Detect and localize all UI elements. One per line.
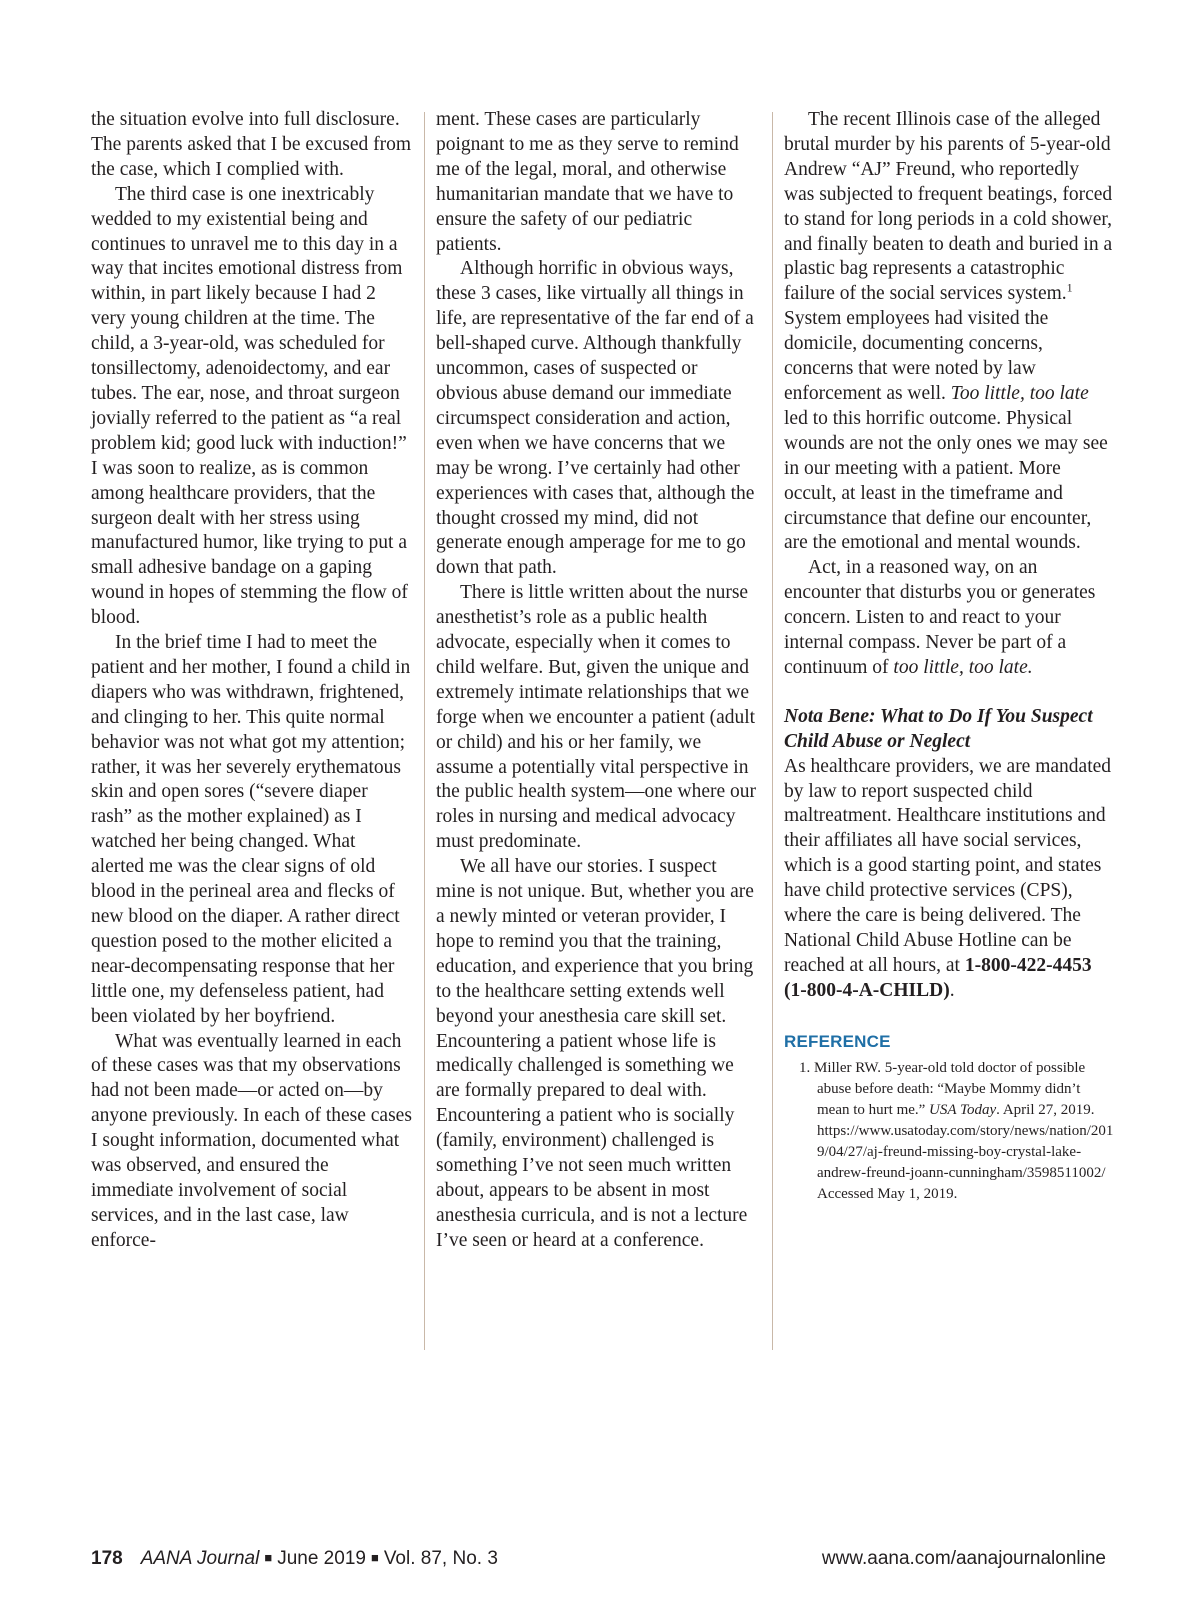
paragraph: What was eventually learned in each of these cases was that my observations had not been made—or acted on—by anyone previously. In each of these cases I sought information, documented what was observed, and ensured the immediate involvement of social services, and in the last case, law enforce-: [91, 1030, 412, 1251]
paragraph: ment. These cases are particularly poignant to me as they serve to remind me of the legal, moral, and otherwise humanitarian mandate that we have to ensure the safety of our pediatric patients.: [436, 109, 739, 255]
paragraph: There is little written about the nurse anesthetist’s role as a public health advocate, especially when it comes to child welfare. But, given the unique and extremely intimate relationships that we forge when we encounter a patient (adult or child) and his or her family, we assume a potentially vital perspective in the public health system—one where our roles in nursing and medical advocacy must predominate.: [436, 582, 757, 853]
separator: ■: [370, 1550, 379, 1565]
journal-name: AANA Journal: [140, 1548, 260, 1569]
paragraph: The third case is one inextricably wedded to my existential being and continues to unravel me to this day in a way that incites emotional distress from within, in part likely because I had 2 very young children at the time. The child, a 3-year-old, was scheduled for tonsillectomy, adenoidectomy, and ear tubes. The ear, nose, and throat surgeon jovially referred to the patient as “a real problem kid; good luck with induction!” I was soon to realize, as is common among healthcare providers, that the surgeon dealt with her stress using manufactured humor, like trying to put a small adhesive bandage on a gaping wound in hopes of stemming the flow of blood.: [91, 183, 408, 629]
paragraph: the situation evolve into full disclosure. The parents asked that I be excused from the case, which I complied with.: [91, 109, 411, 180]
reference-heading: REFERENCE: [784, 1031, 891, 1051]
paragraph: Act, in a reasoned way, on an encounter that disturbs you or generates concern. Listen to and react to your internal compass. Never be part of a continuum of too little, too late.: [784, 557, 1096, 678]
paragraph: We all have our stories. I suspect mine is not unique. But, whether you are a newly minted or veteran provider, I hope to remind you that the training, education, and experience that you bring to the healthcare setting extends well beyond your anesthesia care skill set. Encountering a patient whose life is medically challenged is something we are formally prepared to deal with. Encountering a patient who is socially (family, environment) challenged is something I’ve not seen much written about, appears to be absent in most anesthesia curricula, and is not a lecture I’ve seen or heard at a conference.: [436, 856, 754, 1251]
issue-date: June 2019: [277, 1548, 366, 1569]
column-divider: [424, 112, 425, 1350]
column-divider: [772, 112, 773, 1350]
separator: ■: [264, 1550, 273, 1565]
page-footer: [91, 1548, 498, 1570]
volume-info: Vol. 87, No. 3: [383, 1548, 498, 1569]
article-column-2: [436, 108, 758, 1254]
paragraph: The recent Illinois case of the alleged brutal murder by his parents of 5-year-old Andrew “AJ” Freund, who reportedly was subjected to frequent beatings, forced to stand for long periods in a cold shower, and finally beaten to death and buried in a plastic bag represents a catastrophic failure of the social services system.$^1$ System employees had visited the domicile, documenting concerns, concerns that were noted by law enforcement as well. Too little, too late led to this horrific outcome. Physical wounds are not the only ones we may see in our meeting with a patient. More occult, at least in the timeframe and circumstance that define our encounter, are the emotional and mental wounds.: [784, 109, 1113, 554]
article-column-3: [784, 108, 1114, 1205]
page-number: 178: [91, 1548, 123, 1569]
paragraph: Although horrific in obvious ways, these 3 cases, like virtually all things in life, are representative of the far end of a bell-shaped curve. Although thankfully uncommon, cases of suspected or obvious abuse demand our immediate circumspect consideration and action, even when we have concerns that we may be wrong. I’ve certainly had other experiences with cases that, although the thought crossed my mind, did not generate enough amperage for me to go down that path.: [436, 258, 755, 579]
citation-marker: 1: [1066, 280, 1073, 295]
nota-bene-heading: Nota Bene: What to Do If You Suspect Child Abuse or Neglect: [784, 705, 1093, 752]
reference-item: 1. Miller RW. 5-year-old told doctor of possible abuse before death: “Maybe Mommy didn’t mean to hurt me.” USA Today. April 27, 2019. https://www.usatoday.com/story/news/nation/2019/04/27/aj-freund-missing-boy-crystal-lake-andrew-freund-joann-cunningham/3598511002/ Accessed May 1, 2019.: [799, 1059, 1114, 1202]
nota-bene-text: As healthcare providers, we are mandated by law to report suspected child maltreatment. Healthcare institutions and their affiliates all have social services, which is a good starting point, and states have child protective services (CPS), where the care is being delivered. The National Child Abuse Hotline can be reached at all hours, at 1-800-422-4453 (1-800-4-A-CHILD).: [784, 755, 1112, 1001]
paragraph: In the brief time I had to meet the patient and her mother, I found a child in diapers who was withdrawn, frightened, and clinging to her. This quite normal behavior was not what got my attention; rather, it was her severely erythematous skin and open sores (“severe diaper rash” as the mother explained) as I watched her being changed. What alerted me was the clear signs of old blood in the perineal area and flecks of new blood on the diaper. A rather direct question posed to the mother elicited a near-decompensating response that her little one, my defenseless patient, had been violated by her boyfriend.: [91, 632, 411, 1027]
hotline-number: 1-800-422-4453 (1-800-4-A-CHILD): [784, 954, 1092, 1001]
journal-url: www.aana.com/aanajournalonline: [821, 1548, 1106, 1569]
article-column-1: [91, 108, 413, 1254]
